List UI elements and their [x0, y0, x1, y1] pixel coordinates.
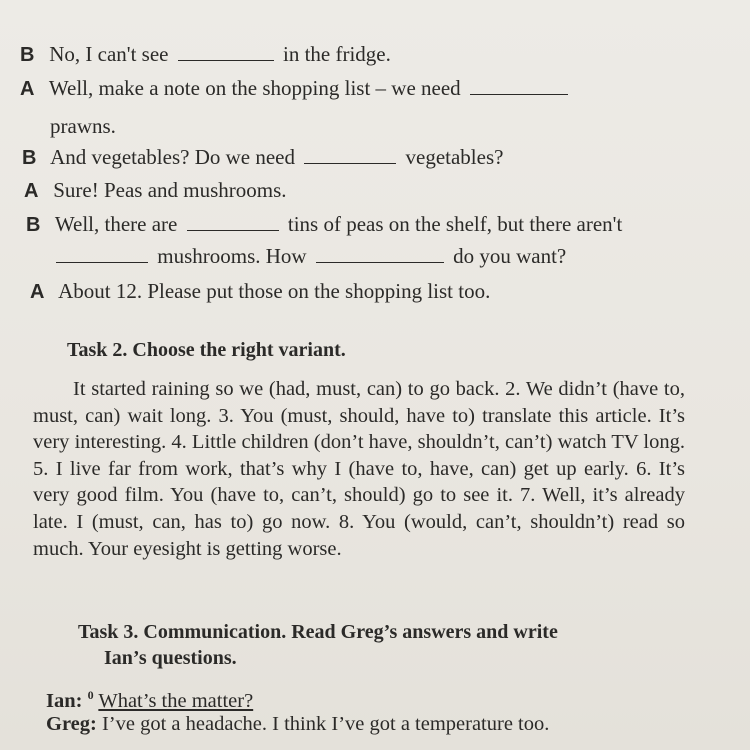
task2-text: It started raining so we (had, must, can) to go back. 2. We didn’t (have to, must, can) wait long. 3. You (must, should, have to) translate this article. It’s very interesting. 4. Little children (don’t have, shouldn’t, can’t) watch TV long. 5. I live far from work, that’s why I (have to, have, can) get up early. 6. It’s very good film. You (have to, can’t, should) go to see it. 7. Well, it’s already late. I (must, can, has to) go now. 8. You (would, can’t, shouldn’t) read so much. Your eyesight is getting worse. — [33, 378, 685, 560]
task3-dialogue-line — [46, 683, 253, 713]
dialogue-line — [26, 212, 622, 237]
dialogue-text: tins of peas on the shelf, but there aren't — [287, 212, 623, 236]
dialogue-text: vegetables? — [405, 145, 504, 169]
dialogue-text: Well, there are — [54, 212, 178, 236]
example-question: What’s the matter? — [98, 689, 254, 712]
speaker-label: A — [30, 281, 45, 303]
dialogue-text: Sure! Peas and mushrooms. — [53, 178, 287, 202]
dialogue-line — [22, 145, 503, 170]
answer-blank[interactable] — [56, 244, 148, 263]
speaker-label: A — [24, 180, 39, 202]
answer-blank[interactable] — [187, 212, 279, 231]
dialogue-line — [20, 42, 391, 67]
speaker-label: A — [20, 78, 35, 100]
item-number: 0 — [87, 688, 94, 702]
answer-blank[interactable] — [316, 244, 444, 263]
dialogue-text: do you want? — [453, 244, 567, 268]
dialogue-text: About 12. Please put those on the shopping list too. — [58, 279, 491, 303]
speaker-greg: Greg: — [46, 713, 97, 735]
dialogue-line — [24, 178, 287, 203]
dialogue-text: mushrooms. How — [157, 244, 307, 268]
task3-title-line1: Task 3. Communication. Read Greg’s answers and write — [78, 621, 558, 643]
greg-answer: I’ve got a headache. I think I’ve got a temperature too. — [101, 713, 550, 735]
task2-paragraph — [33, 376, 685, 562]
dialogue-text: Well, make a note on the shopping list – we need — [48, 76, 461, 100]
dialogue-text: in the fridge. — [282, 42, 391, 66]
dialogue-line — [30, 279, 490, 304]
task3-dialogue-line — [46, 712, 549, 736]
dialogue-line — [20, 76, 572, 101]
answer-blank[interactable] — [470, 76, 568, 95]
dialogue-text: And vegetables? Do we need — [50, 145, 295, 169]
answer-blank[interactable] — [304, 145, 396, 164]
task3-title-line2: Ian’s questions. — [104, 647, 237, 669]
task2-title: Task 2. Choose the right variant. — [67, 339, 346, 361]
answer-blank[interactable] — [178, 42, 274, 61]
dialogue-line — [52, 244, 566, 268]
speaker-label: B — [22, 147, 37, 169]
dialogue-line — [50, 114, 116, 138]
speaker-label: B — [20, 44, 35, 66]
dialogue-text: prawns. — [50, 114, 116, 138]
dialogue-text: No, I can't see — [49, 42, 169, 66]
speaker-label: B — [26, 214, 41, 236]
speaker-ian: Ian: — [46, 689, 83, 712]
